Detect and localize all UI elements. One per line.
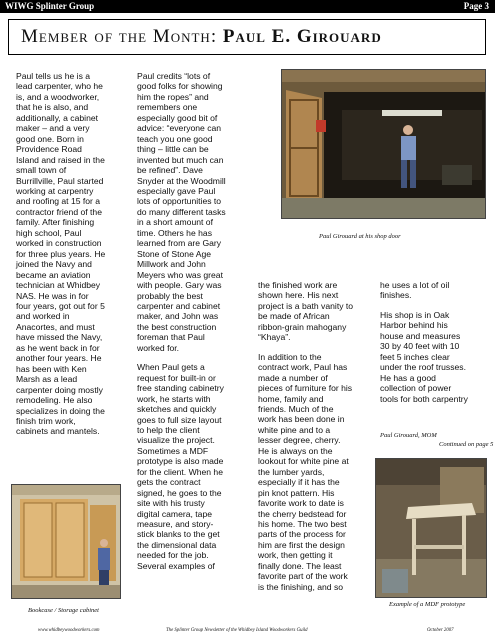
author-credit: Paul Girouard, MOM — [380, 432, 437, 439]
footer-date: October 2007 — [427, 628, 454, 633]
column-2-paragraph-1: Paul credits “lots of good folks for showing him the ropes” and remembers one especially good bit of advice: “everyone can teach you one good thing – little can be invented but much can be refined”. Dave Snyder at the Woodmill especially gave Paul lots of opportunities to do many different tasks in a short amount of time. Others he has learned from are Gary Stone of Stone Age Millwork and John Meyers who was great with people. Gary was probably the best carpenter and cabinet maker, and John was the best construction foreman that Paul worked for. — [137, 71, 226, 353]
page-header-bar — [0, 0, 495, 13]
caption-bookcase: Bookcase / Storage cabinet — [28, 607, 99, 614]
caption-mdf-prototype: Example of a MDF prototype — [389, 601, 466, 608]
photo-shop-door — [281, 69, 486, 219]
article-title — [21, 26, 382, 48]
title-member-name: Paul E. Girouard — [222, 26, 382, 47]
newsletter-name: WIWG Splinter Group — [5, 1, 95, 11]
mdf-prototype-image — [376, 459, 487, 598]
photo-mdf-prototype — [375, 458, 487, 598]
continued-note: Continued on page 5 — [439, 441, 494, 448]
title-prefix: Member of the Month: — [21, 26, 218, 47]
article-column-3 — [258, 280, 372, 601]
column-4-paragraph-2: His shop is in Oak Harbor behind his house and measures 30 by 40 feet with 10 feet 5 inches clear under the roof trusses. He has a good collection of power tools for both carpentry — [380, 309, 468, 404]
column-2-paragraph-2: When Paul gets a request for built-in or free standing cabinetry work, he starts with sketches and quickly goes to full size layout to help the client visualize the project. Sometimes a MDF prototype is also made for the client. When he gets the contract signed, he goes to the site with his trusty digital camera, tape measure, and story- stick blanks to the get the dimensional data needed for the job. Several examples of — [137, 362, 224, 571]
article-column-1 — [16, 71, 126, 446]
article-column-4 — [380, 280, 492, 413]
column-3-paragraph-2: In addition to the contract work, Paul has made a number of pieces of furniture for his home, family and friends. Much of the work has been done in white pine and to a lesser degree, cherry. He is always on the lookout for white pine at the lumber yards, especially if it has the pin knot pattern. His favorite work to date is the cherry bedstead for his home. The two best parts of the process for him are first the design work, then getting it finally done. The least favorite part of the work is the finishing, and so — [258, 351, 353, 592]
bookcase-image — [12, 485, 121, 599]
column-3-paragraph-1: the finished work are shown here. His next project is a bath vanity to be made of African ribbon-grain mahogany “Khaya”. — [258, 280, 354, 343]
column-1-paragraph: Paul tells us he is a lead carpenter, who he is, and a woodworker, that he is also, and additionally, a cabinet maker – and a very good one. Born in Providence Road Island and raised in the small town of Burrillville, Paul started working at carpentry and roofing at 15 for a contractor friend of the family. After finishing high school, Paul worked in construction for three plus years. He joined the Navy and became an aviation technician at Whidbey NAS. He was in for four years, got out for 5 and worked in Anacortes, and must have missed the Navy, as he went back in for another four years. He has been with Ken Marsh as a lead carpenter doing mostly remodeling. He also specializes in doing the finish trim work, cabinets and mantels. — [16, 71, 106, 437]
shop-door-image — [282, 70, 486, 219]
footer-newsletter-title: The Splinter Group Newsletter of the Whidbey Island Woodworkers Guild — [166, 628, 308, 633]
article-column-2 — [137, 71, 267, 580]
article-title-box — [8, 19, 486, 55]
caption-shop-door: Paul Girouard at his shop door — [319, 233, 401, 240]
photo-bookcase — [11, 484, 121, 599]
column-4-paragraph-1: he uses a lot of oil finishes. — [380, 280, 450, 301]
footer-website: www.whidbeywoodworkers.com — [38, 628, 100, 633]
page-number: Page 3 — [463, 1, 489, 11]
